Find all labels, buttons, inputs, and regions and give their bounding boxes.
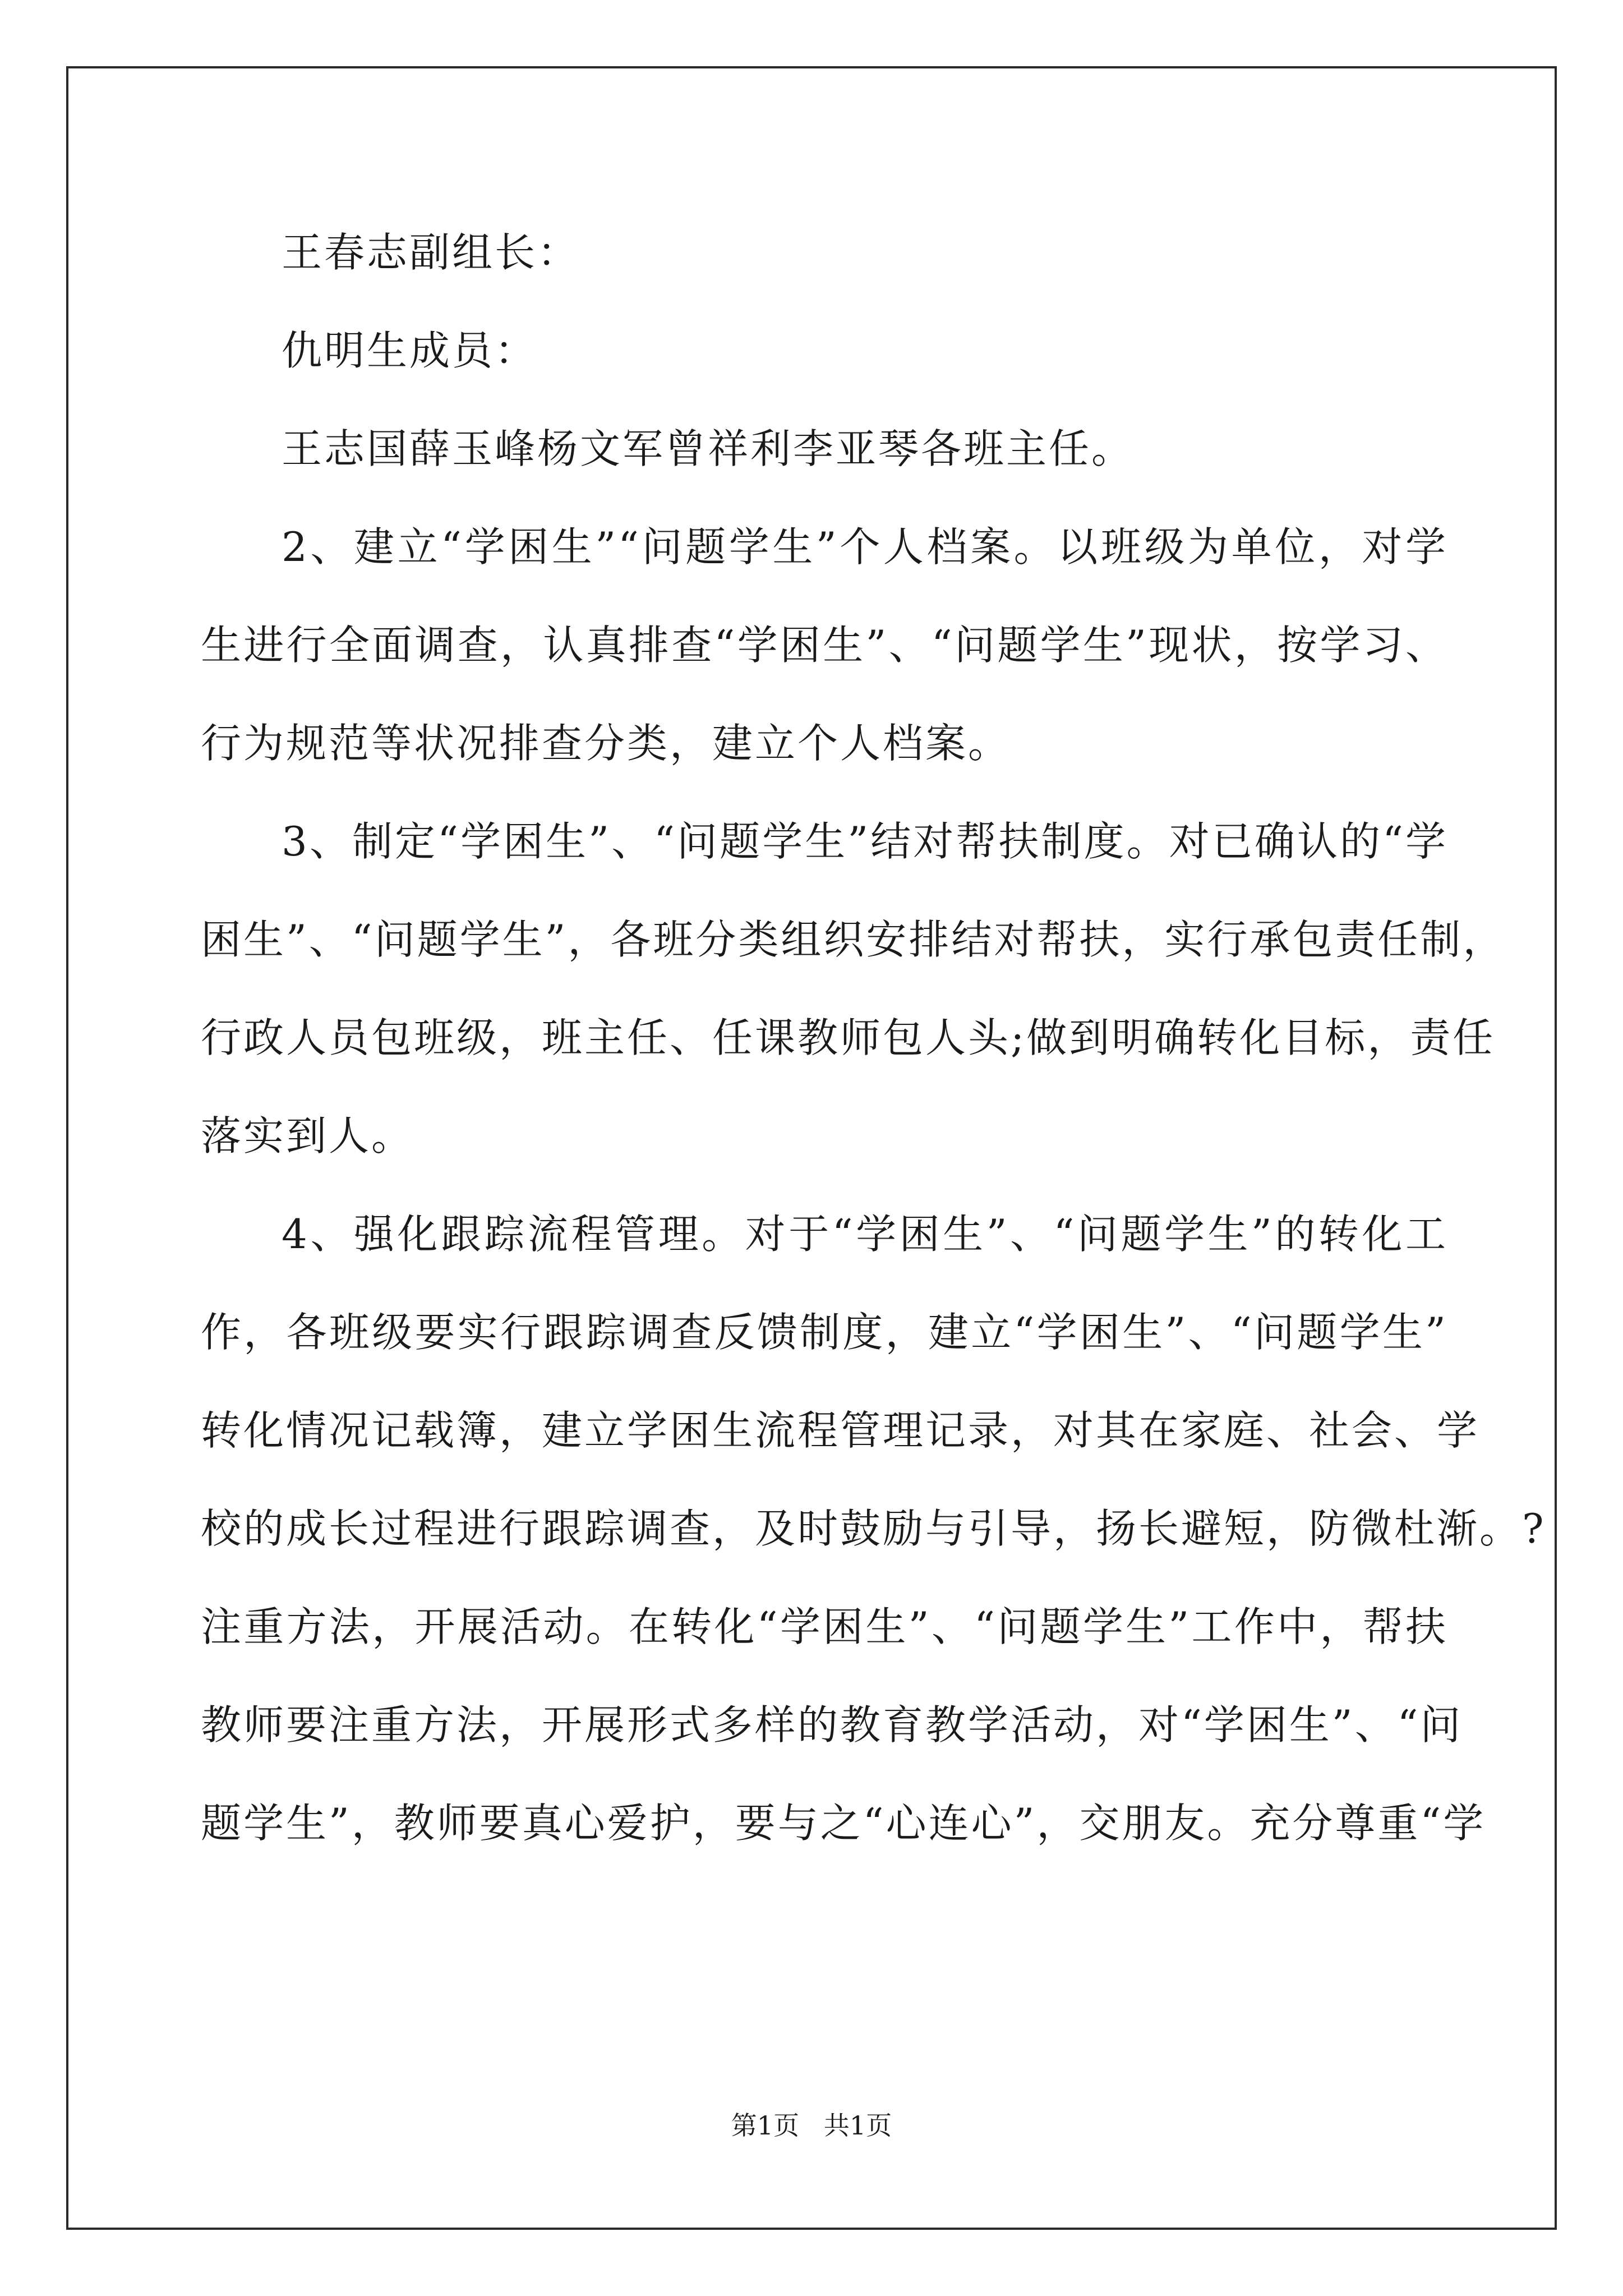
- text-line-6: 行为规范等状况排查分类，建立个人档案。: [201, 720, 1011, 767]
- page-footer: 第1页 共1页: [731, 2110, 892, 2141]
- text-line-17: 题学生”，教师要真心爱护，要与之“心连心”，交朋友。充分尊重“学: [201, 1800, 1486, 1847]
- text-line-10: 落实到人。: [201, 1112, 414, 1159]
- text-line-16: 教师要注重方法，开展形式多样的教育教学活动，对“学困生”、“问: [201, 1701, 1463, 1749]
- text-line-7: 3、制定“学困生”、“问题学生”结对帮扶制度。对已确认的“学: [282, 818, 1448, 865]
- text-line-13: 转化情况记载簿，建立学困生流程管理记录，对其在家庭、社会、学: [201, 1407, 1480, 1454]
- text-line-12: 作，各班级要实行跟踪调查反馈制度，建立“学困生”、“问题学生”: [201, 1309, 1448, 1356]
- text-line-3: 王志国薛玉峰杨文军曾祥利李亚琴各班主任。: [282, 425, 1135, 472]
- text-line-2: 仇明生成员：: [282, 327, 538, 374]
- text-line-9: 行政人员包班级，班主任、任课教师包人头;做到明确转化目标，责任: [201, 1014, 1496, 1061]
- text-line-4: 2、建立“学困生”“问题学生”个人档案。以班级为单位，对学: [282, 523, 1448, 570]
- text-line-5: 生进行全面调查，认真排查“学困生”、“问题学生”现状，按学习、: [201, 622, 1448, 669]
- text-line-11: 4、强化跟踪流程管理。对于“学困生”、“问题学生”的转化工: [282, 1211, 1448, 1258]
- text-line-14: 校的成长过程进行跟踪调查，及时鼓励与引导，扬长避短，防微杜渐。?: [201, 1505, 1546, 1552]
- text-line-8: 困生”、“问题学生”，各班分类组织安排结对帮扶，实行承包责任制，: [201, 916, 1506, 963]
- text-line-15: 注重方法，开展活动。在转化“学困生”、“问题学生”工作中，帮扶: [201, 1603, 1448, 1650]
- text-line-1: 王春志副组长：: [282, 229, 580, 276]
